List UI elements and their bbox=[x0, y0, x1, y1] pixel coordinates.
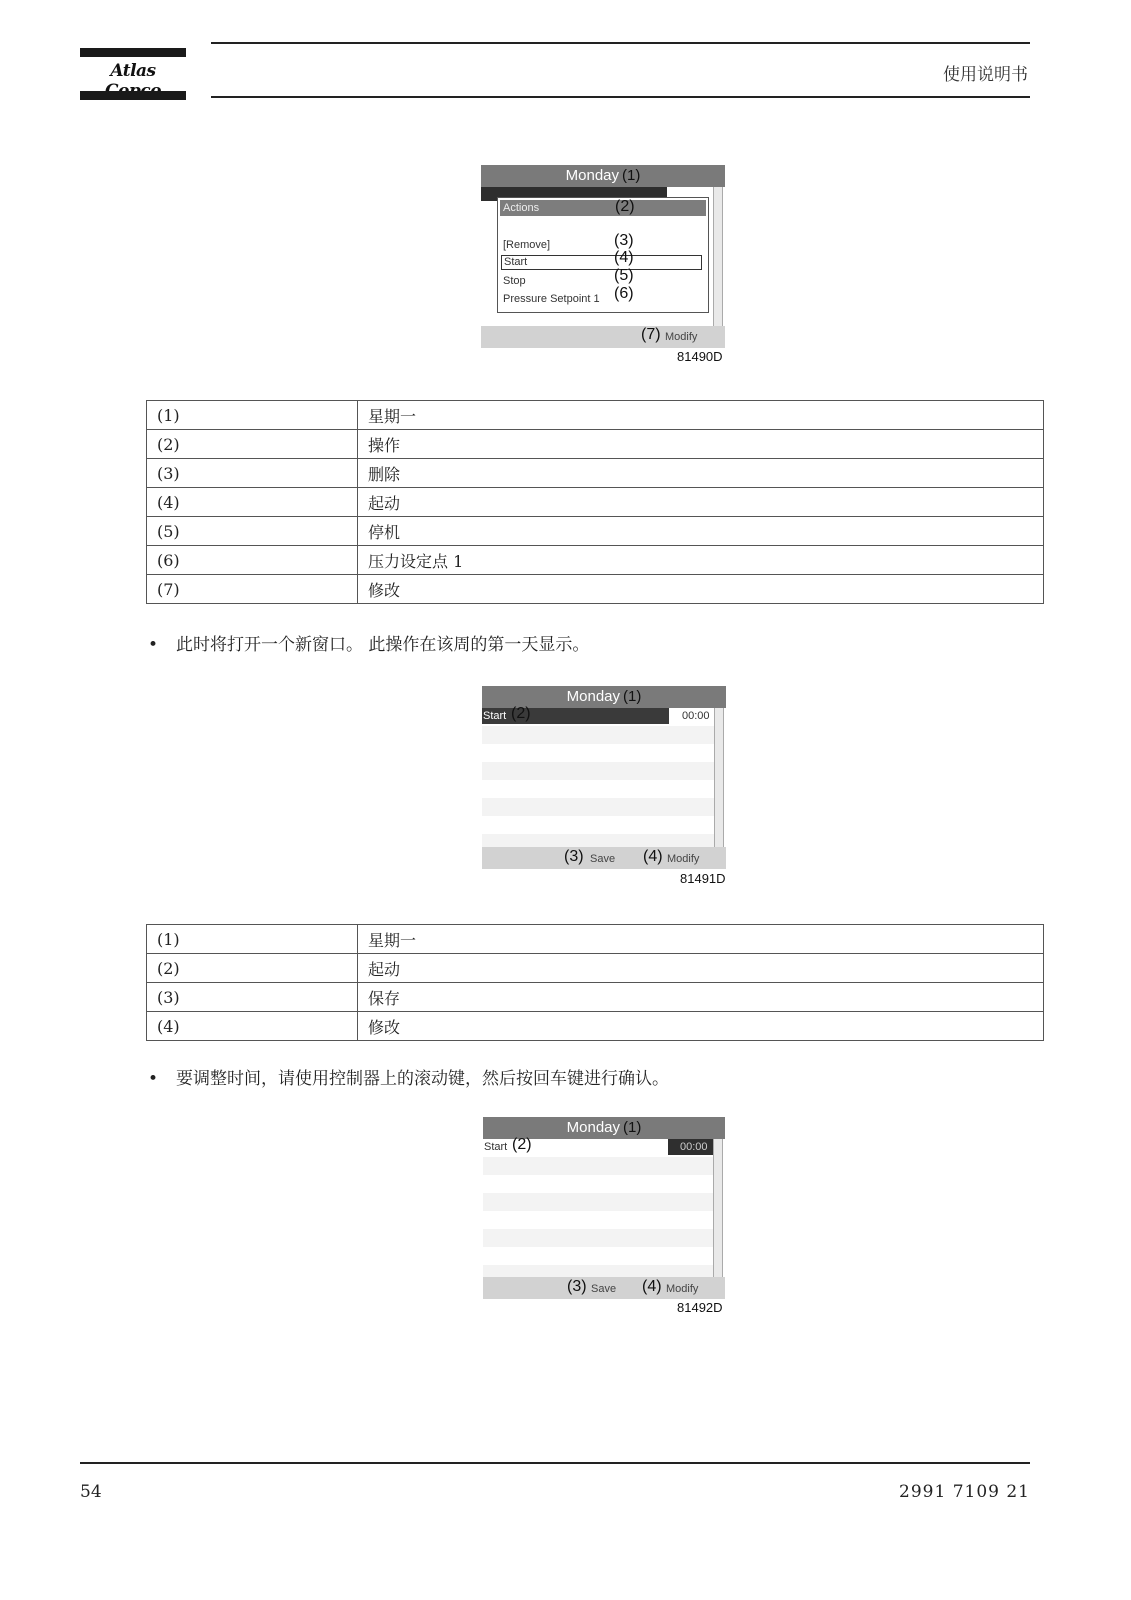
figure-code: 81491D bbox=[680, 871, 726, 886]
menu-item-pressure-setpoint[interactable]: Pressure Setpoint 1 (6) bbox=[503, 285, 634, 305]
table-row: (4) 起动 bbox=[147, 488, 1044, 517]
menu-item-remove[interactable]: [Remove] (3) bbox=[503, 232, 634, 251]
document-title: 使用说明书 bbox=[943, 65, 1028, 85]
callout: (2) bbox=[511, 705, 531, 722]
callout: (2) bbox=[512, 1136, 532, 1153]
bullet-icon: • bbox=[148, 1069, 159, 1089]
figure-code: 81492D bbox=[677, 1300, 723, 1315]
table-row: (4) 修改 bbox=[147, 1012, 1044, 1041]
callout: (4) bbox=[643, 848, 663, 865]
table-row: (2) 操作 bbox=[147, 430, 1044, 459]
start-row[interactable] bbox=[482, 705, 714, 726]
callout: (3) bbox=[614, 232, 634, 249]
bullet-paragraph: • 此时将打开一个新窗口。 此操作在该周的第一天显示。 bbox=[148, 635, 590, 655]
callout: (3) bbox=[564, 848, 584, 865]
start-time-value: 00:00 bbox=[682, 710, 710, 722]
scrollbar bbox=[713, 1139, 723, 1277]
actions-header bbox=[500, 200, 706, 216]
callout: (1) bbox=[622, 167, 641, 184]
actions-popup bbox=[497, 197, 709, 313]
save-softkey[interactable]: Save bbox=[590, 853, 616, 865]
time-edit-field[interactable] bbox=[668, 1139, 713, 1155]
document-number: 2991 7109 21 bbox=[899, 1482, 1030, 1502]
screen-title: Monday bbox=[566, 1119, 621, 1136]
scrollbar bbox=[714, 708, 724, 847]
legend-table-1 bbox=[146, 400, 1044, 604]
save-softkey[interactable]: Save bbox=[591, 1283, 617, 1295]
modify-softkey[interactable]: Modify bbox=[666, 1283, 699, 1295]
table-row: (1) 星期一 bbox=[147, 925, 1044, 954]
screen-title: Monday bbox=[566, 688, 621, 705]
callout: (7) bbox=[641, 326, 661, 343]
table-row: (6) 压力设定点 1 bbox=[147, 546, 1044, 575]
header-rule-top bbox=[211, 42, 1030, 44]
screen-figure-time-edit bbox=[483, 1117, 725, 1299]
table-row: (3) 保存 bbox=[147, 983, 1044, 1012]
header-rule-bottom bbox=[211, 96, 1030, 98]
callout: (2) bbox=[615, 198, 635, 215]
table-row: (1) 星期一 bbox=[147, 401, 1044, 430]
start-row-label: Start bbox=[484, 1141, 508, 1153]
screen-footer bbox=[482, 847, 726, 869]
legend-table-2 bbox=[146, 924, 1044, 1041]
table-row: (3) 删除 bbox=[147, 459, 1044, 488]
screen-figure-actions-menu bbox=[481, 165, 725, 348]
table-row: (2) 起动 bbox=[147, 954, 1044, 983]
callout: (4) bbox=[642, 1278, 662, 1295]
callout: (1) bbox=[623, 1119, 642, 1136]
start-row-label: Start bbox=[483, 710, 507, 722]
table-row: (5) 停机 bbox=[147, 517, 1044, 546]
screen-figure-start-time bbox=[482, 686, 726, 869]
callout: (5) bbox=[614, 267, 634, 284]
footer-rule bbox=[80, 1462, 1030, 1464]
screen-title-bar bbox=[481, 165, 725, 187]
atlas-copco-logo: Atlas bbox=[80, 48, 186, 100]
bullet-icon: • bbox=[148, 635, 159, 655]
menu-item-start[interactable]: Start (4) bbox=[501, 255, 702, 270]
modify-softkey[interactable]: Modify bbox=[667, 853, 700, 865]
callout: (6) bbox=[614, 285, 634, 302]
figure-code: 81490D bbox=[677, 349, 723, 364]
start-row[interactable] bbox=[483, 1136, 713, 1157]
page-number: 54 bbox=[80, 1482, 102, 1502]
table-row: (7) 修改 bbox=[147, 575, 1044, 604]
screen-footer bbox=[483, 1277, 725, 1299]
modify-softkey[interactable]: Modify bbox=[665, 331, 698, 343]
callout: (1) bbox=[623, 688, 642, 705]
start-time-value: 00:00 bbox=[680, 1141, 708, 1153]
screen-title: Monday bbox=[565, 167, 620, 184]
callout: (4) bbox=[614, 249, 634, 266]
menu-item-stop[interactable]: Stop (5) bbox=[503, 267, 634, 287]
scrollbar bbox=[713, 187, 723, 326]
callout: (3) bbox=[567, 1278, 587, 1295]
screen-footer bbox=[481, 326, 725, 348]
bullet-paragraph: • 要调整时间，请使用控制器上的滚动键，然后按回车键进行确认。 bbox=[148, 1069, 669, 1089]
actions-header-label: Actions bbox=[503, 202, 540, 214]
